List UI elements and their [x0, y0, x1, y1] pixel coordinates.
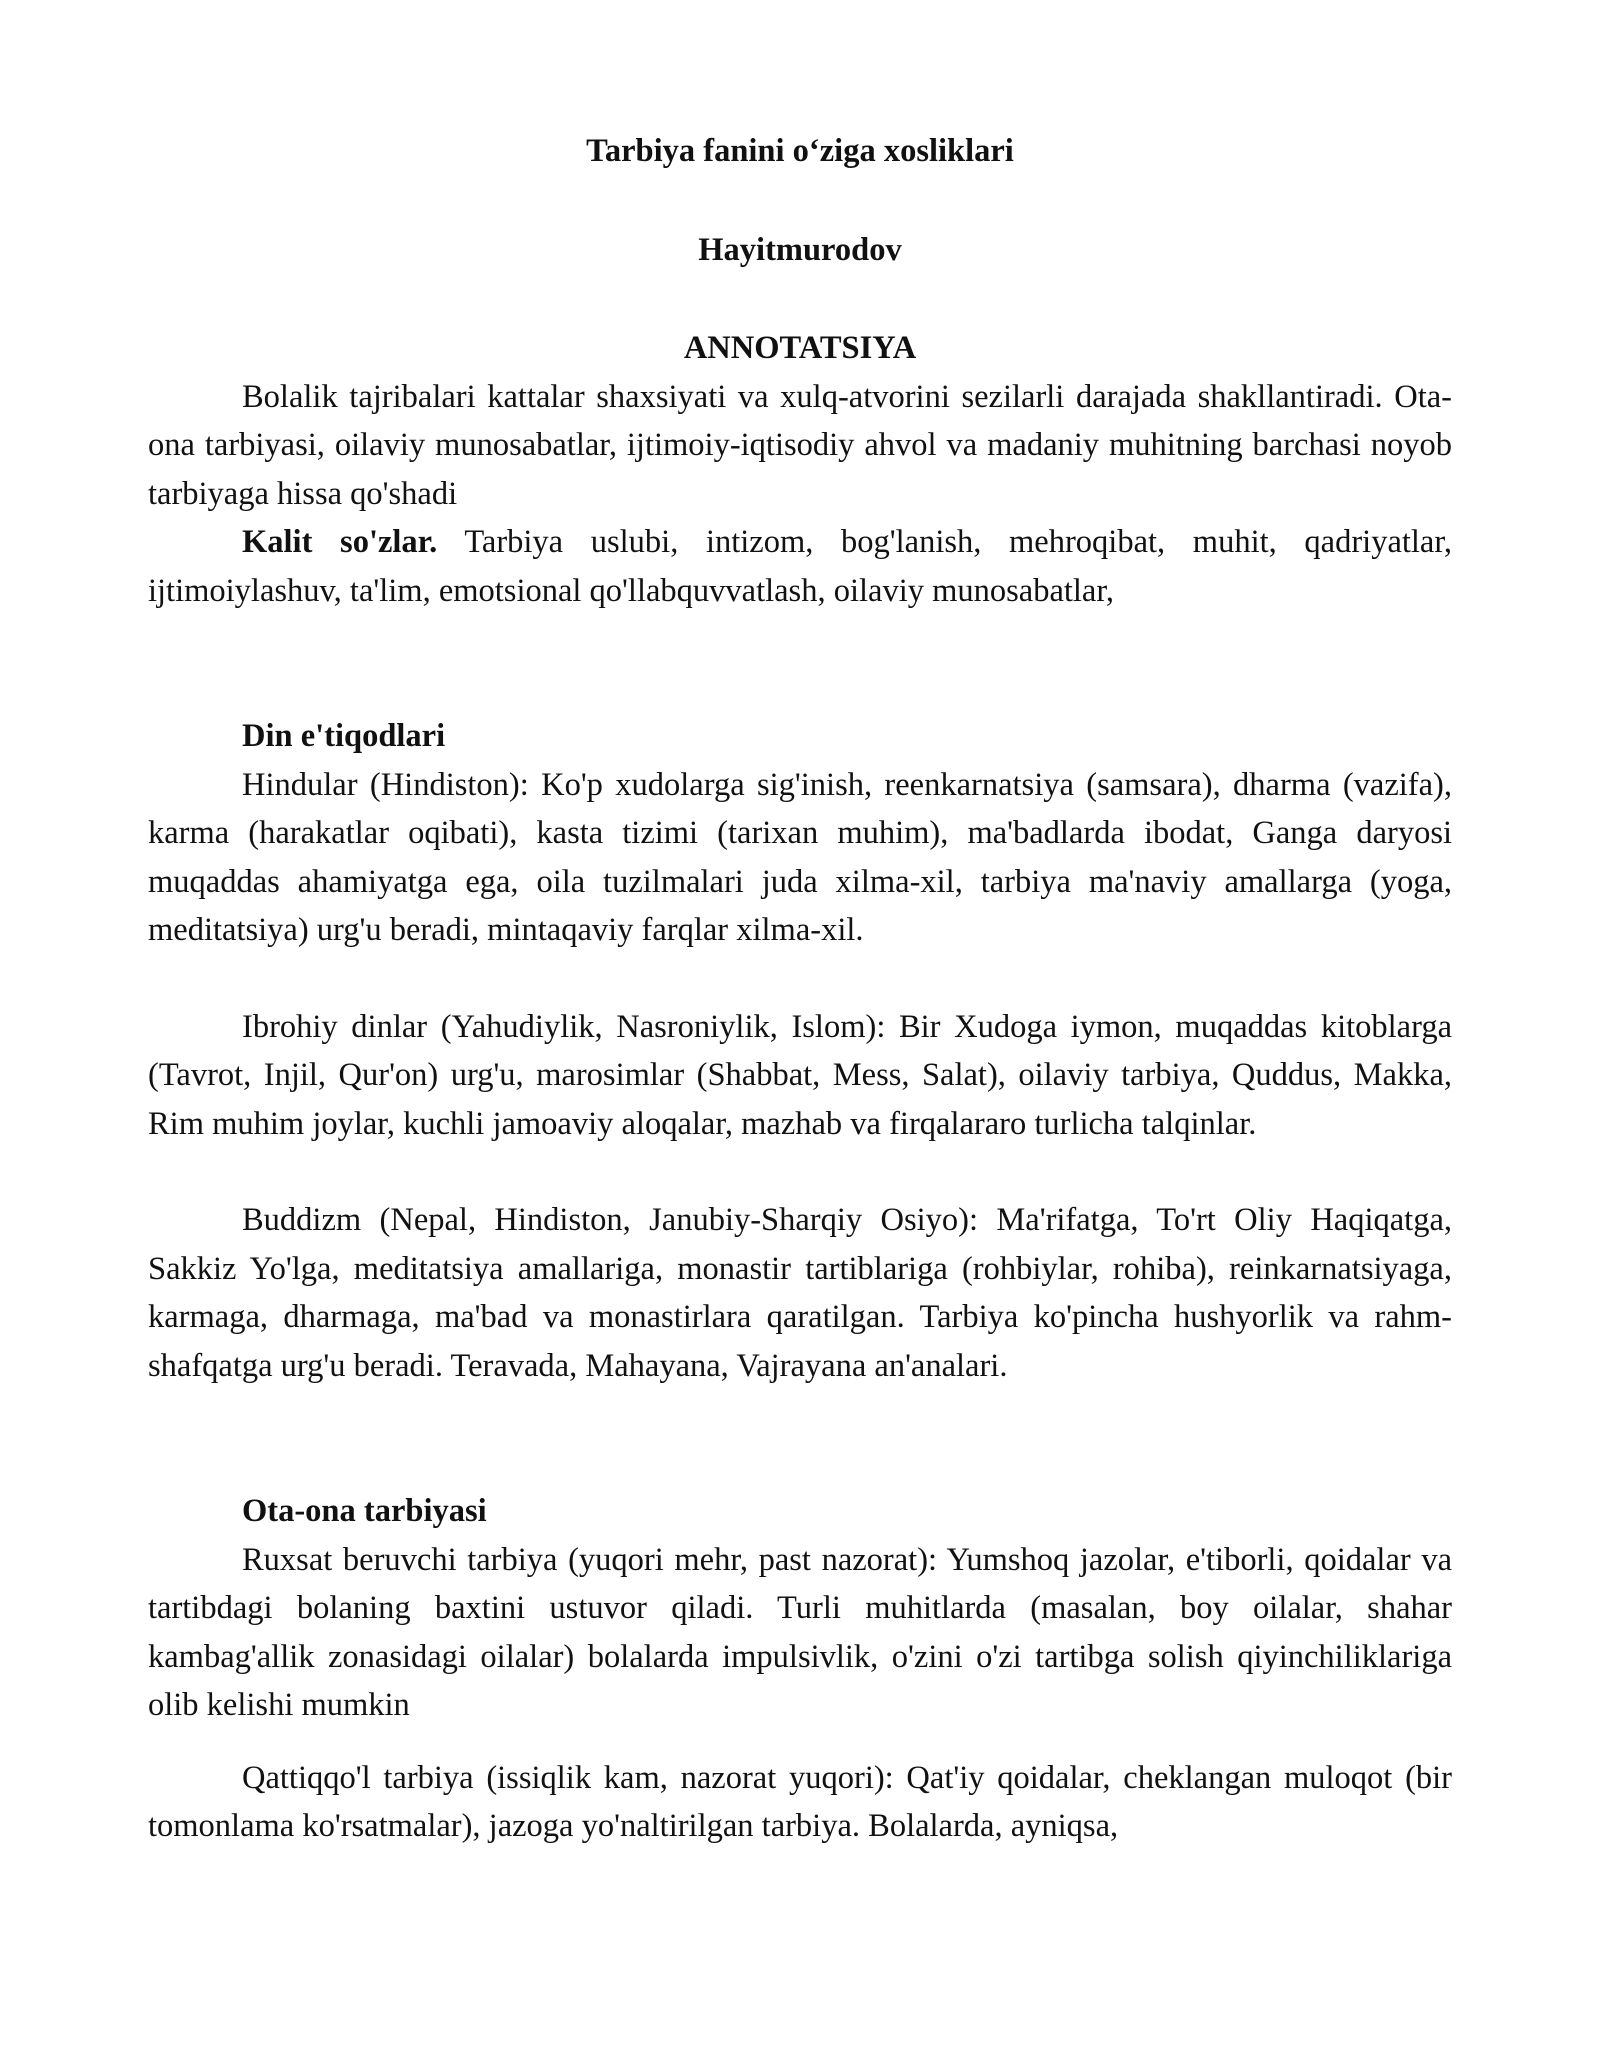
- annotation-paragraph: Bolalik tajribalari kattalar shaxsiyati va xulq-atvorini sezilarli darajada shakllantiradi. Ota-ona tarbiyasi, oilaviy munosabatlar, ijtimoiy-iqtisodiy ahvol va madaniy muhitning barchasi noyob tarbiyaga hissa qo'shadi: [148, 378, 1452, 512]
- document-title: Tarbiya fanini o‘ziga xosliklari: [586, 133, 1014, 169]
- document-author: Hayitmurodov: [698, 231, 902, 268]
- annotation-heading: ANNOTATSIYA: [683, 330, 917, 366]
- paragraph-authoritarian: Qattiqqo'l tarbiya (issiqlik kam, nazorat yuqori): Qat'iy qoidalar, cheklangan muloqot (bir tomonlama ko'rsatmalar), jazoga yo'naltirilgan tarbiya. Bolalarda, ayniqsa,: [148, 1759, 1452, 1844]
- paragraph-buddhism: Buddizm (Nepal, Hindiston, Janubiy-Sharqiy Osiyo): Ma'rifatga, To'rt Oliy Haqiqatga, Sakkiz Yo'lga, meditatsiya amallariga, monastir tartiblariga (rohbiylar, rohiba), reinkarnatsiyaga, karmaga, dharmaga, ma'bad va monastirlara qaratilgan. Tarbiya ko'pincha hushyorlik va rahm-shafqatga urg'u beradi. Teravada, Mahayana, Vajrayana an'analari.: [148, 1202, 1452, 1384]
- keywords-paragraph: [148, 518, 1452, 615]
- paragraph-hinduism: Hindular (Hindiston): Ko'p xudolarga sig'inish, reenkarnatsiya (samsara), dharma (vazifa), karma (harakatlar oqibati), kasta tizimi (tarixan muhim), ma'badlarda ibodat, Ganga daryosi muqaddas ahamiyatga ega, oila tuzilmalari juda xilma-xil, tarbiya ma'naviy amallarga (yoga, meditatsiya) urg'u beradi, mintaqaviy farqlar xilma-xil.: [148, 766, 1452, 948]
- section-heading-religion: Din e'tiqodlari: [242, 718, 446, 754]
- spacer: [148, 1148, 1452, 1196]
- spacer: [148, 615, 1452, 712]
- keywords-label: Kalit so'zlar.: [242, 524, 438, 560]
- spacer: [148, 1390, 1452, 1487]
- section-heading-parenting: Ota-ona tarbiyasi: [242, 1493, 487, 1529]
- spacer: [148, 1730, 1452, 1754]
- paragraph-abrahamic: Ibrohiy dinlar (Yahudiylik, Nasroniylik, Islom): Bir Xudoga iymon, muqaddas kitoblarga (Tavrot, Injil, Qur'on) urg'u, marosimlar (Shabbat, Mess, Salat), oilaviy tarbiya, Quddus, Makka, Rim muhim joylar, kuchli jamoaviy aloqalar, mazhab va firqalararo turlicha talqinlar.: [148, 1008, 1452, 1142]
- paragraph-permissive: Ruxsat beruvchi tarbiya (yuqori mehr, past nazorat): Yumshoq jazolar, e'tiborli, qoidalar va tartibdagi bolaning baxtini ustuvor qiladi. Turli muhitlarda (masalan, boy oilalar, shahar kambag'allik zonasidagi oilalar) bolalarda impulsivlik, o'zini o'zi tartibga solish qiyinchiliklariga olib kelishi mumkin: [148, 1541, 1452, 1723]
- document-page: [148, 127, 1452, 1851]
- keywords-text: Tarbiya uslubi, intizom, bog'lanish, mehroqibat, muhit, qadriyatlar, ijtimoiylashuv, ta'lim, emotsional qo'llabquvvatlash, oilaviy munosabatlar,: [148, 524, 1452, 609]
- spacer: [148, 955, 1452, 1003]
